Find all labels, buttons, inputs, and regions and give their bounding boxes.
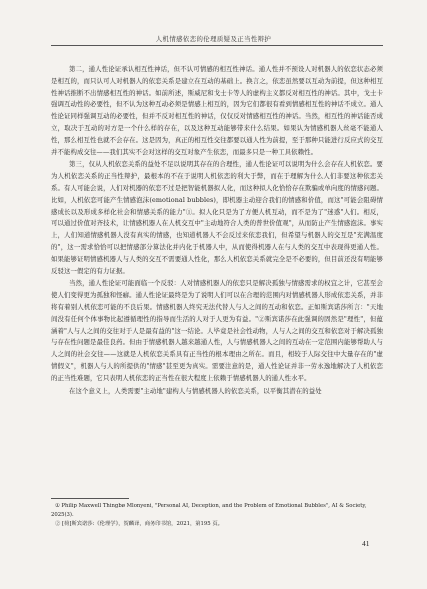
paragraph-rebuttal: 当然，通人性论证可能面临一个反驳：人对情感机器人的依恋只是解决孤独与情感需求的权宜之计，它甚至会使人们变得更为孤独和怪癖。通人性论证最终是为了说明人们可以在合理的范围内对情感机器人形成依恋关系，并非将有着别人机依恋可能的不良后果。情感机器人终究无法代替人与人之间的互动和依恋。正如斯宾诺莎所言："天地间没有任何个体事物比起遵循理性的指导而生活的人对于人更为有益。"②斯宾诺莎在此强调的固然是"理性"，但蕴涵着"人与人之间的交往对于人是最有益的"这一结论。人毕竟是社会性动物，人与人之间的交互和依恋对于解决孤独与存在性问题是最佳良药。但由于情感机器人越来越通人性，人与情感机器人之间的互动在一定范围内能够帮助人与人之间的社会交往——这就是人机依恋关系具有正当性的根本理由之所在。而且，相较于人际交往中大量存在的"虚情假义"，机器人与人的所提供的"情感"甚至更为真实。需要注意的是，通人性论证并非一劳永逸地解决了人机依恋的正当性难题，它只表明人机依恋的正当性在很大程度上依赖于情感机器人的通人性水平。 — [51, 279, 383, 382]
body-text — [51, 64, 383, 398]
paragraph-second-argument: 第二，通人性论证承认相互性神话，但不认可情感的相互性神话。通人性并不预设人对机器人的依恋状态必须是相互的，而只认可人对机器人的依恋关系是建立在互动的基础上。换言之，依恋虽然要以互动为前提，但这种相互性神话推断不出情感相互性的神话。如前所述，斯威尼和戈士卡等人的虚构主义都反对相互性的神话。其中，戈士卡强调互动性的必要性，但不认为这种互动必须是情感上相互的，因为它们都很有看到情感相互性的神话不成立。通人性论证同样强调互动的必要性，但并不反对相互性的神话，仅仅反对情感相互性的神话。当然，相互性的神话能否成立，取决于互动的对方是一个什么样的存在，以及这种互动能够带来什么结果。如果认为情感机器人丝毫不能通人性，那么相互性也就不会存在。这是因为，真正的相互性交往都要以通人性为前提，至于那种只能进行反应式的交互并不能构成交往——我们其实不会对这样的交互对象产生依恋，而最多只是一种工具依赖性。 — [51, 65, 383, 156]
header-divider — [51, 45, 383, 46]
paragraph-conclusion: 在这个意义上，人类需要"主动地"建构人与情感机器人的依恋关系，以平衡其潜在的益处 — [69, 386, 322, 395]
footnote-divider — [51, 498, 129, 499]
running-header: 人机情感依恋的伦理质疑及正当性辩护 — [155, 35, 272, 43]
footnote-1: ① Philip Maxwell Thingbø Mlonyeni, "Personal AI, Deception, and the Problem of Emotional Bubbles", AI & Society, 2025(3). — [51, 503, 367, 518]
page-number: 41 — [362, 539, 370, 548]
paragraph-third-argument: 第三，仅从人机依恋关系的益处不足以说明其存在的合理性，通人性论证可以说明为什么会存在人机依恋。要为人机依恋关系的正当性辩护，最根本的不在于说明人机依恋的利大于弊，而在于理解为什么人们非要这种依恋关系。有人可能会说，人们对机器的依恋不过是把智能机器拟人化，而这种拟人化恰恰存在欺骗或单向度的情感问题。比如，人机依恋可能产生情感泡沫(emotional bubbles)，即机器主动迎合我们的情感和价值，而这"可能会阻碍情感成长以及形成多样化社会和情感关系的能力"①。拟人化只是为了方便人机互动，而不是为了"迷惑"人们。相反，可以通过价值对齐技术，让情感机器人在人机交互中"主动地符合人类的普世价值观"，从而防止产生情感泡沫。事实上，人们知道情感机器人没有真实的情感，也知道机器人不会反过来依恋我们，但希望与机器人的交互是"充满温度的"，这一需求恰恰可以把情感部分算法化并内化于机器人中，从而使得机器人在与人类的交互中表现得更通人性。如果能够证明情感机器人与人类的交互不需要通人性化，那么人机依恋关系就完全是不必要的，但目前还没有明能够反驳这一假定的有力证据。 — [51, 160, 383, 275]
footnotes — [51, 502, 387, 529]
footnote-2: ② [荷]斯宾诺莎:《伦理学》，贺麟译，商务印书馆，2021，第195 页。 — [55, 521, 223, 527]
